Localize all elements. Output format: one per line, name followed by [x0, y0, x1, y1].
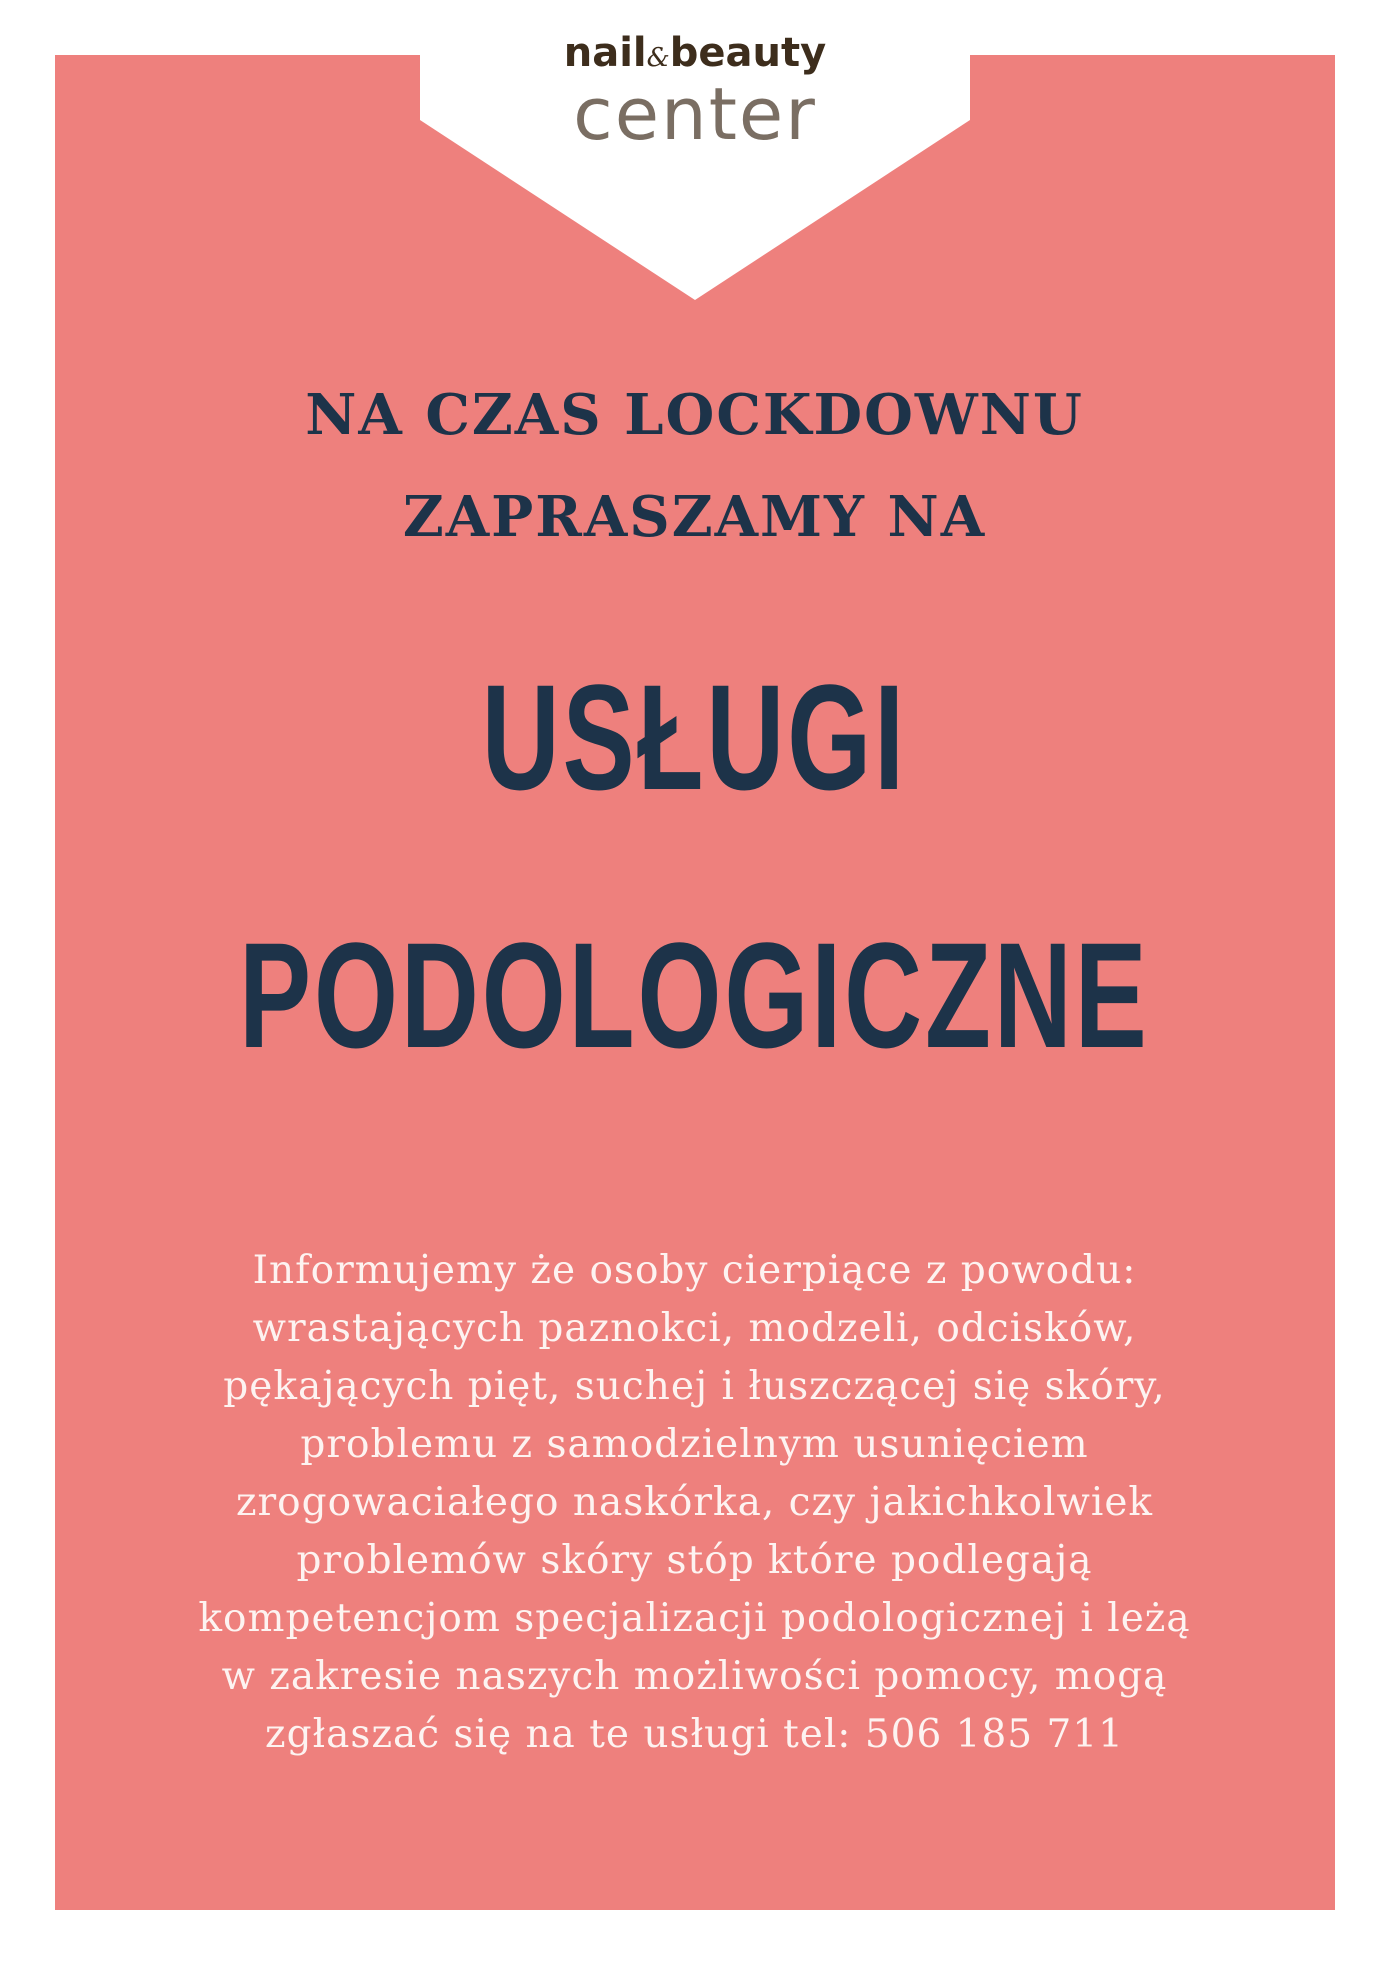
logo-wordmark-center: center: [573, 72, 817, 156]
body-line: Informujemy że osoby cierpiące z powodu:: [252, 1248, 1137, 1293]
logo-wordmark-top: [530, 30, 860, 76]
logo-word-beauty: beauty: [669, 30, 827, 76]
body-line: zrogowaciałego naskórka, czy jakichkolwiek: [235, 1480, 1154, 1525]
headline-text-1: USŁUGI: [481, 653, 908, 821]
body-line: problemów skóry stóp które podlegają: [296, 1538, 1093, 1583]
body-line: zgłaszać się na te usługi tel: 506 185 711: [265, 1712, 1124, 1757]
body-line: kompetencjom specjalizacji podologicznej i leżą: [198, 1596, 1191, 1641]
headline-line-2: [0, 911, 1389, 1079]
headline-line-1: [0, 653, 1389, 821]
body-line: pękających pięt, suchej i łuszczącej się skóry,: [223, 1364, 1166, 1409]
body-line: wrastających paznokci, modzeli, odcisków,: [252, 1306, 1137, 1351]
body-line: problemu z samodzielnym usunięciem: [300, 1422, 1089, 1467]
subheading-line-1: NA CZAS LOCKDOWNU: [305, 382, 1084, 448]
logo-word-nail: nail: [563, 30, 647, 76]
subheading-line-2: ZAPRASZAMY NA: [402, 484, 987, 550]
logo-ampersand: &: [646, 43, 670, 73]
brand-logo: [530, 30, 860, 160]
headline-text-2: PODOLOGICZNE: [239, 911, 1150, 1079]
body-line: w zakresie naszych możliwości pomocy, mogą: [221, 1654, 1168, 1699]
